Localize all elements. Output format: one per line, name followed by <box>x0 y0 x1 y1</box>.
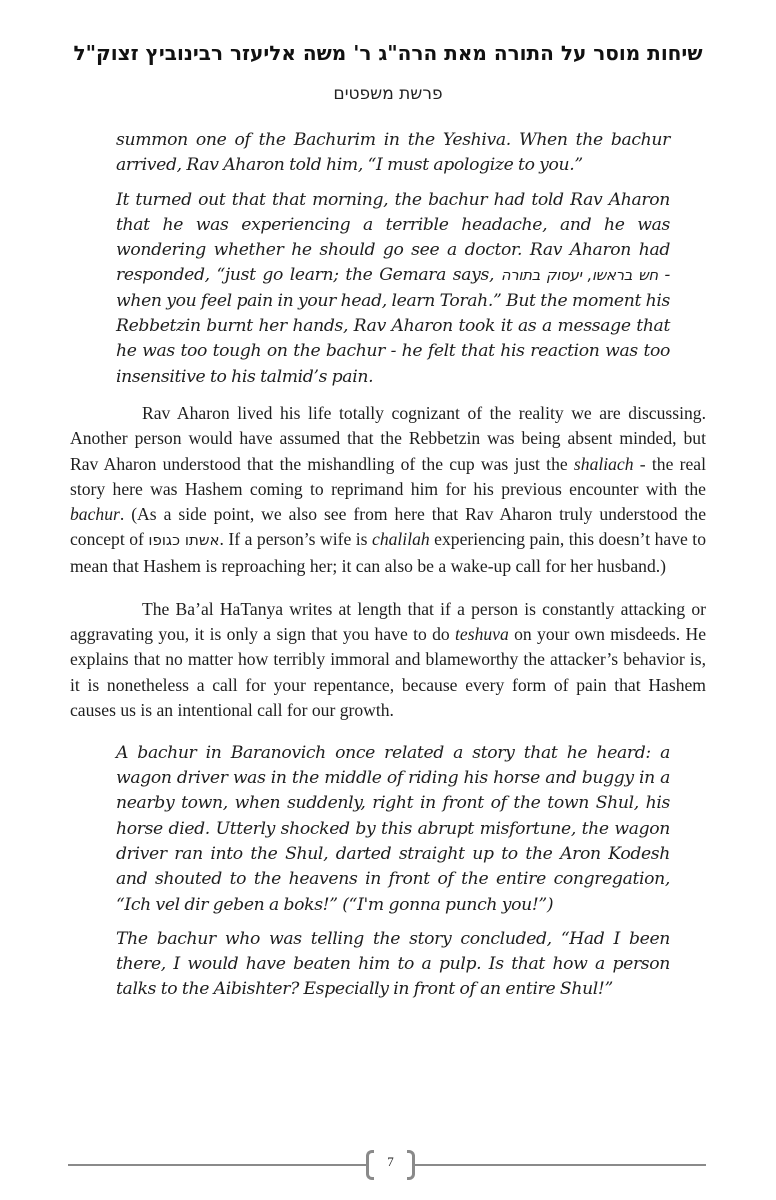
paragraph-text: . (As a side point, we also see from here that Rav Aharon truly understood the concept of <box>70 504 706 550</box>
paragraph-text: Rav Aharon lived his life totally cognizant of the reality we are discussing. Another person would have assumed that the Rebbetzin was being absent minded, but Rav Aharon understood that the mishandling of the cup was just the <box>70 402 706 474</box>
paragraph-baal-hatanya <box>70 597 706 723</box>
paragraph-text: . If a person’s wife is <box>219 529 373 550</box>
footer-rule-right <box>415 1164 706 1166</box>
quote-text: The bachur who was telling the story concluded, “Had I been there, I would have beaten him to a pulp. Is that how a person talks to the Aibishter? Especially in front of an entire Shul!” <box>116 928 670 1000</box>
page-content <box>70 128 706 1003</box>
quote-text: A bachur in Baranovich once related a story that he heard: a wagon driver was in the middle of riding his horse and buggy in a nearby town, when suddenly, right in front of the town Shul, his horse died. Utterly shocked by this abrupt misfortune, the wagon driver ran into the Shul, darted straight up to the Aron Kodesh and shouted to the heavens in front of the entire congregation, “Ich vel dir geben a boks!” (“I'm gonna punch you!”) <box>116 742 670 915</box>
page-footer <box>68 1146 706 1186</box>
quote-block-headache <box>116 188 670 390</box>
quote-text: summon one of the Bachurim in the Yeshiva. When the bachur arrived, Rav Aharon told him, “I must apologize to you.” <box>116 130 670 176</box>
hebrew-quote-gemara: חש בראשו, יעסוק בתורה <box>500 266 658 285</box>
paragraph-text: experiencing pain, this doesn’t have to mean that Hashem is reproaching her; it can also be a wake-up call for her husband.) <box>70 529 706 576</box>
quote-block-apology <box>116 128 670 179</box>
italic-term-teshuva: teshuva <box>455 623 509 644</box>
left-bracket-ornament <box>366 1150 374 1180</box>
italic-term-shaliach: shaliach <box>573 453 634 474</box>
quote-block-conclusion <box>116 927 670 1003</box>
quote-block-wagon-driver <box>116 741 670 918</box>
quote-text-part: - when you feel pain in your head, learn Torah.” But the moment his Rebbetzin burnt her hands, Rav Aharon took it as a message that he was too tough on the bachur - he felt that his reaction was too insensitive to his talmid’s pain. <box>116 265 671 387</box>
italic-term-bachur: bachur <box>70 504 120 525</box>
quote-text-part: It turned out that that morning, the bachur had told Rav Aharon that he was experiencing a terrible headache, and he was wondering whether he should go see a doctor. Rav Aharon had responded, “just go learn; the Gemara says, <box>116 189 670 286</box>
hebrew-term-ishto-kegufo: אשתו כגופו <box>148 531 220 550</box>
page-number: 7 <box>387 1154 394 1169</box>
right-bracket-ornament <box>407 1150 415 1180</box>
footer-rule-left <box>68 1164 366 1166</box>
paragraph-text: on your own misdeeds. He explains that no matter how terribly immoral and blameworthy the attacker’s behavior is, it is nonetheless a call for your repentance, because every form of pain that Hashem causes us is an intentional call for our growth. <box>70 623 707 720</box>
paragraph-text: - the real story here was Hashem coming to reprimand him for his previous encounter with the <box>70 453 706 499</box>
italic-term-chalilah: chalilah <box>372 529 430 550</box>
paragraph-rav-aharon <box>70 401 706 579</box>
book-title-header: שיחות מוסר על התורה מאת הרה"ג ר' משה אליעזר רבינוביץ זצוק"ל <box>73 41 703 65</box>
parsha-subheader: פרשת משפטים <box>333 84 443 104</box>
paragraph-text: The Ba’al HaTanya writes at length that if a person is constantly attacking or aggravating you, it is only a sign that you have to do <box>70 598 706 644</box>
